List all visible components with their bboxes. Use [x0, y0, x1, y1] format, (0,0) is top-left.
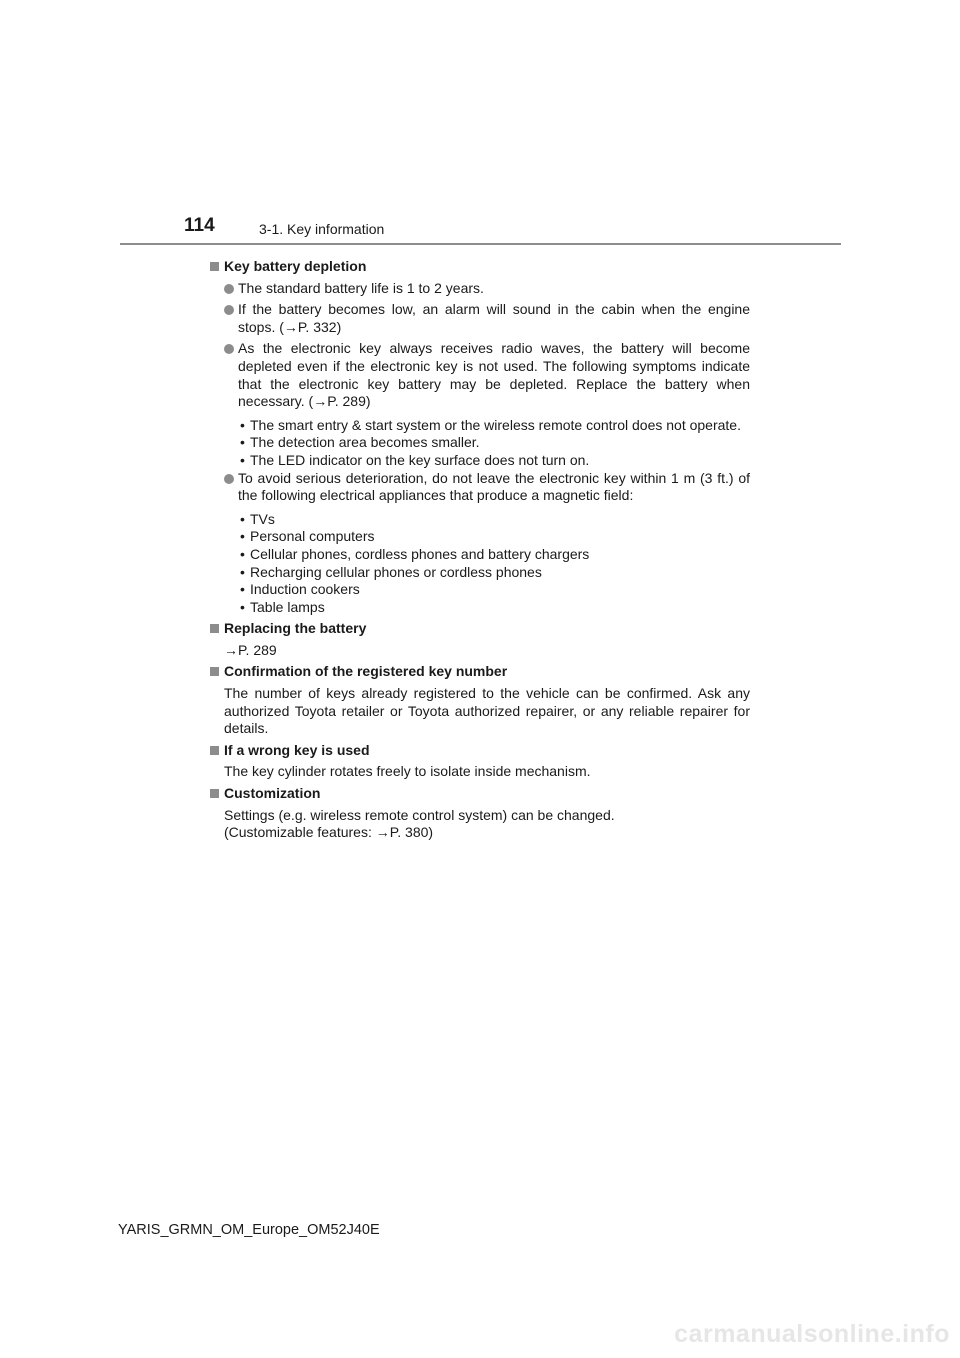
- list-item: • TVs: [240, 510, 275, 527]
- heading-key-battery-depletion: Key battery depletion: [208, 258, 750, 276]
- square-bullet-icon: [210, 624, 219, 633]
- list-item: • The detection area becomes smaller.: [240, 434, 480, 451]
- page-content: [208, 255, 750, 842]
- paragraph: The key cylinder rotates freely to isolate inside mechanism.: [224, 763, 591, 780]
- list-item: • The smart entry & start system or the wireless remote control does not operate.: [240, 416, 741, 433]
- bullet-item: If the battery becomes low, an alarm will sound in the cabin when the engine stops. (→P. 332): [208, 301, 750, 336]
- watermark: carmanualsonline.info: [674, 1320, 950, 1348]
- list-item: • Cellular phones, cordless phones and battery chargers: [240, 545, 590, 562]
- paragraph: Settings (e.g. wireless remote control system) can be changed. (Customizable features: →P. 380): [224, 806, 615, 841]
- list-item: • The LED indicator on the key surface does not turn on.: [240, 451, 590, 468]
- circle-bullet-icon: [224, 344, 234, 354]
- header-rule: [120, 243, 841, 245]
- circle-bullet-icon: [224, 305, 234, 315]
- paragraph: →P. 289: [224, 641, 277, 658]
- list-item: • Recharging cellular phones or cordless phones: [240, 563, 542, 580]
- symptom-list: [208, 417, 750, 470]
- square-bullet-icon: [210, 746, 219, 755]
- appliance-list: [208, 511, 750, 617]
- heading-customization: Customization: [208, 785, 750, 803]
- section-title: 3-1. Key information: [259, 221, 385, 237]
- bullet-item: The standard battery life is 1 to 2 years.: [208, 280, 750, 298]
- square-bullet-icon: [210, 262, 219, 271]
- heading-wrong-key: If a wrong key is used: [208, 742, 750, 760]
- list-item: • Table lamps: [240, 598, 325, 615]
- heading-replacing-battery: Replacing the battery: [208, 620, 750, 638]
- list-item: • Personal computers: [240, 528, 375, 545]
- square-bullet-icon: [210, 789, 219, 798]
- document-id: YARIS_GRMN_OM_Europe_OM52J40E: [118, 1222, 380, 1238]
- heading-registered-key-number: Confirmation of the registered key number: [208, 663, 750, 681]
- bullet-item: To avoid serious deterioration, do not leave the electronic key within 1 m (3 ft.) of the following electrical appliances that produce a magnetic field:: [208, 470, 750, 505]
- paragraph: The number of keys already registered to the vehicle can be confirmed. Ask any authorized Toyota retailer or Toyota authorized repairer, or any reliable repairer for details.: [224, 685, 750, 737]
- circle-bullet-icon: [224, 284, 234, 294]
- bullet-item: As the electronic key always receives radio waves, the battery will become depleted even if the electronic key is not used. The following symptoms indicate that the electronic key battery may be depleted. Replace the battery when necessary. (→P. 289): [208, 340, 750, 410]
- page-number: 114: [184, 215, 215, 236]
- circle-bullet-icon: [224, 474, 234, 484]
- list-item: • Induction cookers: [240, 581, 360, 598]
- square-bullet-icon: [210, 667, 219, 676]
